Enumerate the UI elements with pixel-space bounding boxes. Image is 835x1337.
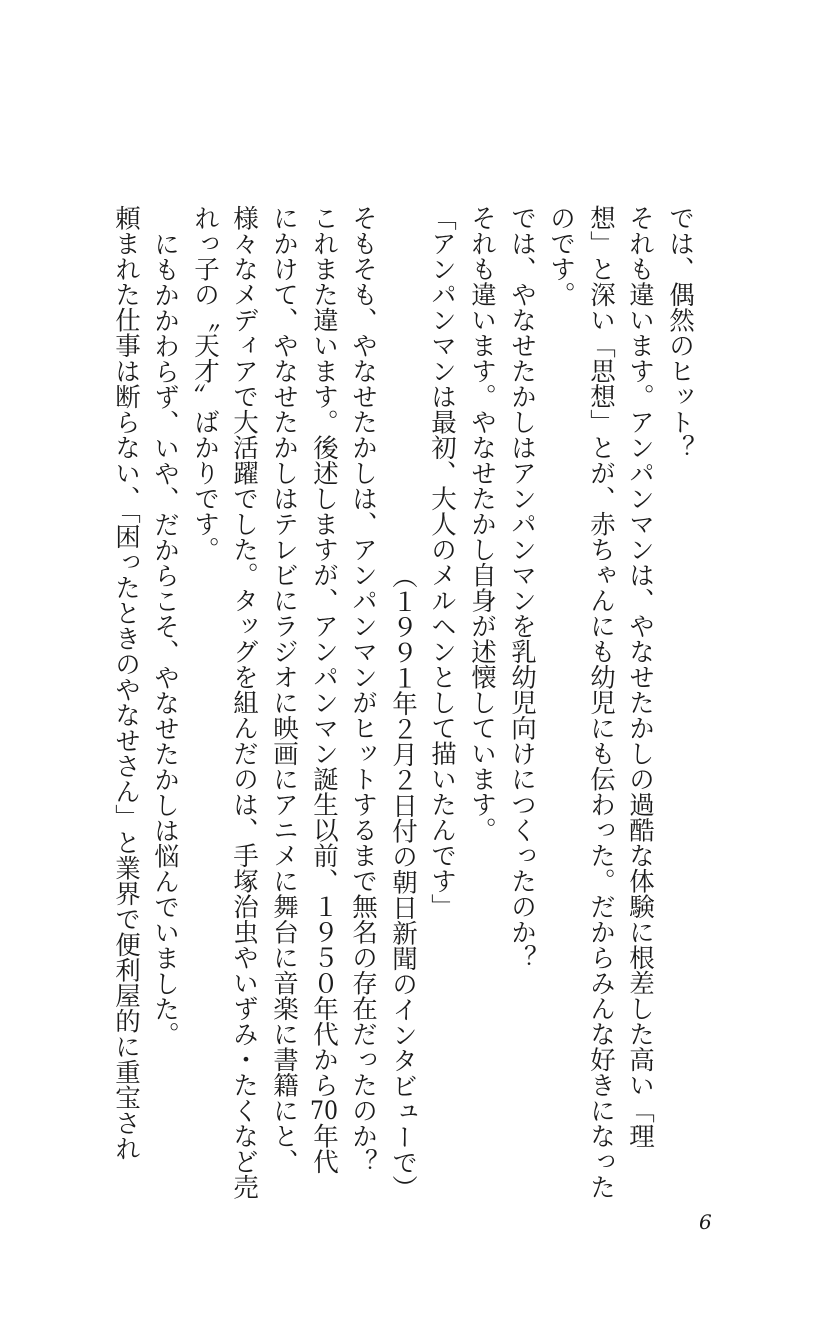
text-column: 頼まれた仕事は断らない、「困ったときのやなせさん」と業界で便利屋的に重宝され: [111, 205, 141, 1162]
text-column: そもそも、やなせたかしは、アンパンマンがヒットするまで無名の存在だったのか？: [348, 205, 378, 1174]
text-column: 想」と深い「思想」とが、赤ちゃんにも幼児にも伝わった。だからみんな好きになった: [586, 205, 616, 1200]
citation-column: （１９９１年２月２日付の朝日新聞のインタビューで）: [388, 562, 418, 1200]
tate-chu-yoko-number: 70: [309, 1097, 339, 1123]
text-column: では、偶然のヒット？: [665, 205, 695, 460]
page-number: 6: [699, 1210, 712, 1234]
quote-column: 「アンパンマンは最初、大人のメルヘンとして描いたんです」: [427, 205, 457, 919]
text-segment: 年代: [309, 1123, 339, 1174]
text-column: それも違います。アンパンマンは、やなせたかしの過酷な体験に根差した高い「理: [625, 205, 655, 1149]
text-column: では、やなせたかしはアンパンマンを乳幼児向けにつくったのか？: [507, 205, 537, 970]
text-segment: これまた違います。後述しますが、アンパンマン誕生以前、１９５０年代から: [309, 205, 339, 1098]
text-column: [304, 205, 344, 1200]
text-column: 様々なメディアで大活躍でした。タッグを組んだのは、手塚治虫やいずみ・たくなど売: [229, 205, 259, 1200]
text-column: にもかかわらず、いや、だからこそ、やなせたかしは悩んでいました。: [150, 230, 180, 1047]
text-column: それも違います。やなせたかし自身が述懐しています。: [467, 205, 497, 843]
text-column: のです。: [546, 205, 576, 307]
text-column: れっ子の〝天才〟ばかりです。: [190, 205, 220, 562]
text-column: にかけて、やなせたかしはテレビにラジオに映画にアニメに舞台に音楽に書籍にと、: [269, 205, 299, 1174]
